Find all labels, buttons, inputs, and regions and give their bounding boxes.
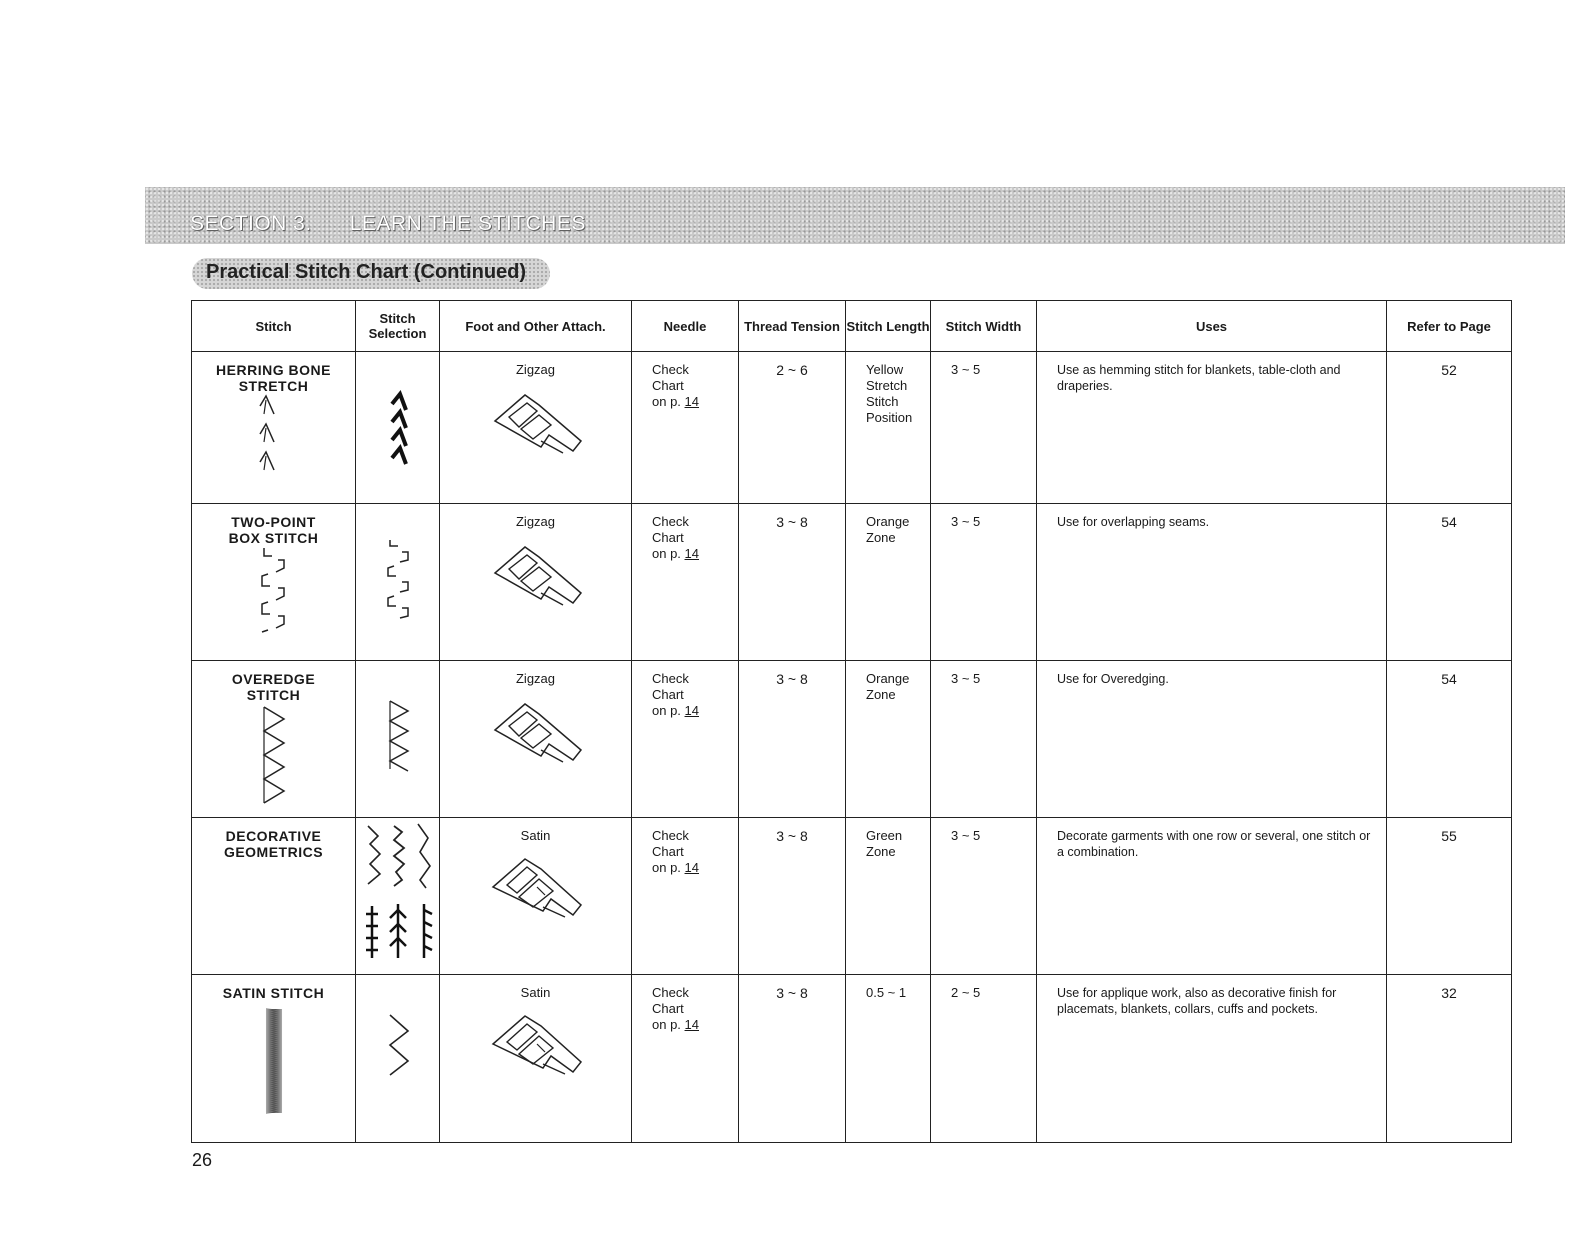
foot-label: Satin: [520, 985, 551, 1000]
table-row: [192, 661, 1512, 818]
length-cell: Orange Zone: [846, 504, 931, 661]
selection-cell: [356, 352, 440, 504]
stitch-name: HERRING BONE STRETCH: [216, 362, 331, 394]
needle-text: Check Chart on p.: [652, 671, 689, 718]
needle-page-ref: 14: [684, 703, 699, 718]
width-cell: 3 ~ 5: [931, 661, 1037, 818]
satin-foot-icon: [481, 1000, 591, 1100]
section-title: [190, 212, 586, 236]
tension-cell: 3 ~ 8: [739, 818, 846, 975]
decorative-selection-icon: [358, 818, 438, 968]
zigzag-foot-icon: [481, 529, 591, 629]
width-cell: 2 ~ 5: [931, 975, 1037, 1143]
uses-cell: Decorate garments with one row or several, one stitch or a combination.: [1037, 818, 1387, 975]
selection-cell: [356, 975, 440, 1143]
satin-selection-icon: [378, 975, 418, 1115]
foot-label: Zigzag: [515, 671, 556, 686]
stitch-cell: [192, 352, 356, 504]
foot-cell: [440, 975, 632, 1143]
needle-cell: [632, 504, 739, 661]
width-cell: 3 ~ 5: [931, 504, 1037, 661]
page-number: 26: [192, 1150, 213, 1170]
length-cell: Green Zone: [846, 818, 931, 975]
foot-label: Satin: [520, 828, 551, 843]
needle-text: Check Chart on p.: [652, 828, 689, 875]
width-cell: 3 ~ 5: [931, 352, 1037, 504]
overedge-selection-icon: [378, 661, 418, 801]
needle-cell: [632, 975, 739, 1143]
column-header: Needle: [632, 301, 739, 352]
uses-cell: Use for Overedging.: [1037, 661, 1387, 818]
page-cell: 54: [1387, 504, 1512, 661]
foot-cell: [440, 504, 632, 661]
column-header: Thread Tension: [739, 301, 846, 352]
stitch-cell: [192, 661, 356, 818]
needle-cell: [632, 661, 739, 818]
needle-page-ref: 14: [684, 860, 699, 875]
box-selection-icon: [378, 504, 418, 644]
foot-label: Zigzag: [515, 514, 556, 529]
herringbone-selection-icon: [378, 352, 418, 492]
foot-cell: [440, 352, 632, 504]
needle-cell: [632, 352, 739, 504]
length-cell: 0.5 ~ 1: [846, 975, 931, 1143]
herringbone-stitch-icon: [254, 394, 294, 486]
tension-cell: 2 ~ 6: [739, 352, 846, 504]
satin-foot-icon: [481, 843, 591, 943]
column-header: Stitch: [192, 301, 356, 352]
length-cell: Orange Zone: [846, 661, 931, 818]
satin-stitch-icon: [254, 1001, 294, 1125]
box-stitch-icon: [254, 546, 294, 656]
zigzag-foot-icon: [481, 686, 591, 786]
table-row: [192, 504, 1512, 661]
selection-cell: [356, 504, 440, 661]
column-header: Uses: [1037, 301, 1387, 352]
needle-text: Check Chart on p.: [652, 362, 689, 409]
tension-cell: 3 ~ 8: [739, 504, 846, 661]
needle-cell: [632, 818, 739, 975]
uses-cell: Use for overlapping seams.: [1037, 504, 1387, 661]
needle-page-ref: 14: [684, 394, 699, 409]
overedge-stitch-icon: [254, 703, 294, 815]
column-header: Stitch Selection: [356, 301, 440, 352]
stitch-chart-table: [191, 300, 1512, 1143]
needle-page-ref: 14: [684, 546, 699, 561]
table-row: [192, 975, 1512, 1143]
foot-cell: [440, 818, 632, 975]
table-row: [192, 352, 1512, 504]
page-cell: 32: [1387, 975, 1512, 1143]
page-cell: 55: [1387, 818, 1512, 975]
stitch-cell: [192, 818, 356, 975]
table-header-row: [192, 301, 1512, 352]
width-cell: 3 ~ 5: [931, 818, 1037, 975]
column-header: Stitch Length: [846, 301, 931, 352]
stitch-cell: [192, 975, 356, 1143]
foot-cell: [440, 661, 632, 818]
stitch-name: OVEREDGE STITCH: [231, 671, 316, 703]
column-header: Refer to Page: [1387, 301, 1512, 352]
uses-cell: Use as hemming stitch for blankets, table-cloth and draperies.: [1037, 352, 1387, 504]
needle-text: Check Chart on p.: [652, 985, 689, 1032]
table-row: [192, 818, 1512, 975]
column-header: Stitch Width: [931, 301, 1037, 352]
chart-subtitle: Practical Stitch Chart (Continued): [206, 261, 527, 283]
page-cell: 54: [1387, 661, 1512, 818]
tension-cell: 3 ~ 8: [739, 661, 846, 818]
stitch-cell: [192, 504, 356, 661]
zigzag-foot-icon: [481, 377, 591, 477]
uses-cell: Use for applique work, also as decorative finish for placemats, blankets, collars, cuffs and pockets.: [1037, 975, 1387, 1143]
page-cell: 52: [1387, 352, 1512, 504]
needle-text: Check Chart on p.: [652, 514, 689, 561]
length-cell: Yellow Stretch Stitch Position: [846, 352, 931, 504]
foot-label: Zigzag: [515, 362, 556, 377]
stitch-name: DECORATIVE GEOMETRICS: [223, 828, 324, 860]
stitch-name: SATIN STITCH: [222, 985, 325, 1001]
section-name: LEARN THE STITCHES: [349, 212, 586, 235]
stitch-name: TWO-POINT BOX STITCH: [228, 514, 319, 546]
tension-cell: 3 ~ 8: [739, 975, 846, 1143]
column-header: Foot and Other Attach.: [440, 301, 632, 352]
selection-cell: [356, 661, 440, 818]
needle-page-ref: 14: [684, 1017, 699, 1032]
selection-cell: [356, 818, 440, 975]
section-number: SECTION 3.: [190, 212, 312, 235]
